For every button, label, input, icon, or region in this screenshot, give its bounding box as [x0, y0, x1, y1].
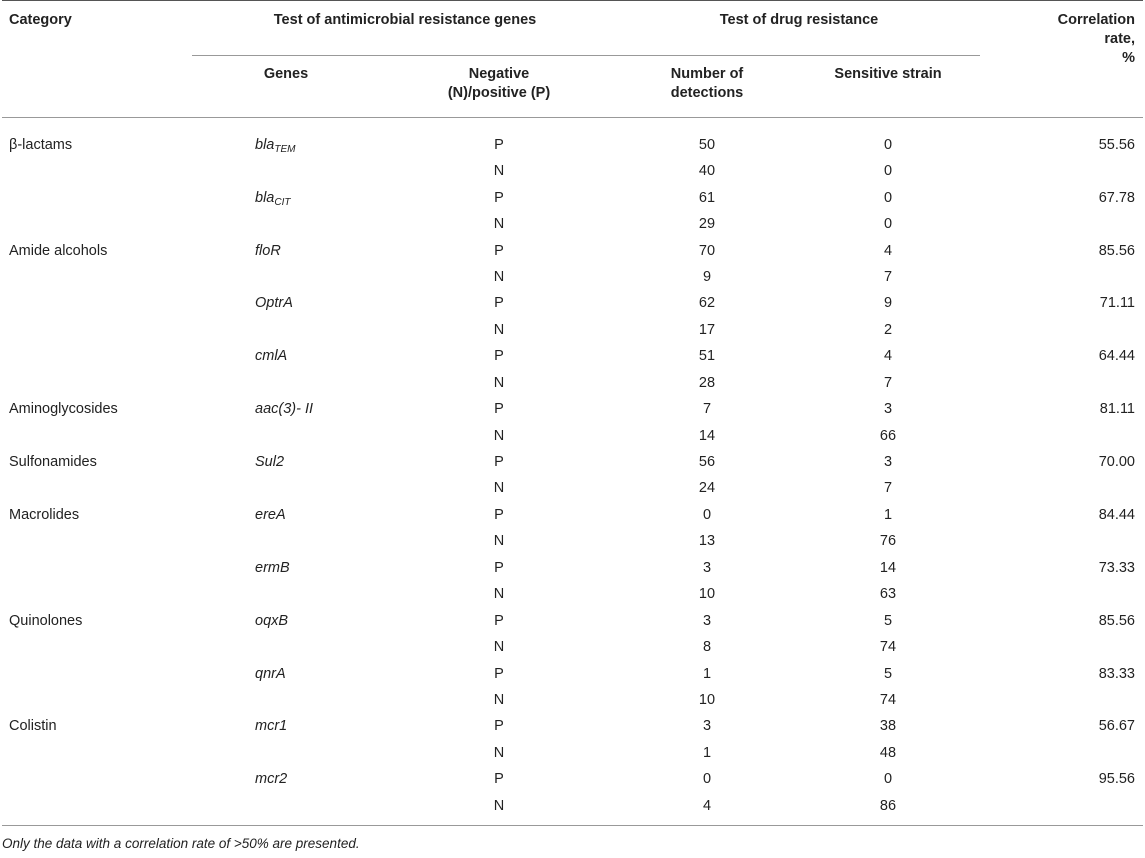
cell-gene-name: OptrA: [255, 295, 293, 312]
cell-gene: [192, 343, 380, 369]
table-row: [2, 793, 1143, 826]
cell-number-of-detections: 28: [698, 374, 716, 391]
cell-gene: [192, 581, 380, 607]
cell-gap: [980, 343, 1026, 369]
cell-category: [2, 555, 192, 581]
cell-category: Amide alcohols: [9, 242, 108, 259]
cell-number-of-detections: 40: [698, 163, 716, 180]
cell-number-of-detections: 9: [702, 268, 712, 285]
cell-sensitive-strain: 0: [883, 216, 893, 233]
cell-category: [2, 211, 192, 237]
cell-correlation-rate: 55.56: [1098, 137, 1135, 153]
cell-number-of-detections: 14: [698, 427, 716, 444]
cell-negative-positive: N: [493, 639, 505, 656]
cell-gap: [980, 290, 1026, 316]
cell-category: [2, 158, 192, 184]
cell-negative-positive: N: [493, 374, 505, 391]
cell-gene: [192, 660, 380, 686]
cell-number-of-detections: 1: [702, 744, 712, 761]
cell-negative-positive: N: [493, 216, 505, 233]
table-row: [2, 475, 1143, 501]
cell-gene: [192, 370, 380, 396]
header-number-of-detections: [618, 56, 796, 118]
cell-category: [2, 793, 192, 826]
cell-gene: [192, 740, 380, 766]
table-row: [2, 370, 1143, 396]
cell-category: [2, 264, 192, 290]
table-header: [2, 1, 1143, 118]
cell-number-of-detections: 10: [698, 691, 716, 708]
header-genes: Genes: [192, 56, 380, 118]
cell-negative-positive: P: [494, 559, 504, 576]
cell-gap: [980, 766, 1026, 792]
cell-gap: [980, 660, 1026, 686]
cell-negative-positive: P: [494, 137, 504, 153]
table-body: [2, 118, 1143, 826]
cell-negative-positive: N: [493, 533, 505, 550]
cell-category: Macrolides: [9, 506, 80, 523]
cell-number-of-detections: 10: [698, 586, 716, 603]
cell-sensitive-strain: 86: [796, 793, 980, 826]
cell-gene-name: Sul2: [255, 454, 285, 471]
cell-gap: [980, 118, 1026, 159]
cell-sensitive-strain: 0: [883, 137, 893, 153]
cell-sensitive-strain: 5: [883, 612, 893, 629]
cell-negative-positive: P: [494, 295, 504, 312]
cell-category: [2, 740, 192, 766]
header-row-groups: [2, 1, 1143, 56]
cell-negative-positive: N: [493, 744, 505, 761]
cell-number-of-detections: 0: [702, 506, 712, 523]
cell-gene: [192, 449, 380, 475]
cell-correlation-rate: 84.44: [1098, 506, 1135, 523]
cell-correlation-rate: 67.78: [1098, 189, 1135, 206]
cell-sensitive-strain: 38: [879, 718, 897, 735]
cell-sensitive-strain: 4: [883, 242, 893, 259]
cell-number-of-detections: 4: [618, 793, 796, 826]
cell-correlation-rate: [1026, 581, 1143, 607]
cell-number-of-detections: 0: [702, 771, 712, 788]
table-row: [2, 237, 1143, 263]
cell-sensitive-strain: 76: [879, 533, 897, 550]
cell-category: Quinolones: [9, 612, 83, 629]
header-gap: [980, 1, 1026, 118]
cell-sensitive-strain: 7: [883, 480, 893, 497]
cell-sensitive-strain: 4: [883, 348, 893, 365]
cell-correlation-rate: [1026, 158, 1143, 184]
table-row: [2, 264, 1143, 290]
cell-negative-positive: N: [493, 321, 505, 338]
cell-gap: [980, 475, 1026, 501]
cell-gene: [192, 528, 380, 554]
cell-gene: [192, 713, 380, 739]
cell-gene-name: aac(3)- II: [255, 401, 314, 418]
cell-gap: [980, 793, 1026, 826]
cell-category: [2, 475, 192, 501]
cell-correlation-rate: [1026, 475, 1143, 501]
cell-negative-positive: P: [494, 506, 504, 523]
cell-gap: [980, 237, 1026, 263]
cell-negative-positive: N: [380, 793, 618, 826]
table-row: [2, 343, 1143, 369]
cell-category: [2, 317, 192, 343]
cell-sensitive-strain: 1: [883, 506, 893, 523]
cell-gene: [192, 555, 380, 581]
cell-category: β-lactams: [9, 137, 73, 153]
cell-correlation-rate: [1026, 317, 1143, 343]
cell-gene: [192, 766, 380, 792]
table-row: [2, 713, 1143, 739]
cell-gene: [192, 211, 380, 237]
cell-negative-positive: P: [494, 612, 504, 629]
cell-number-of-detections: 8: [702, 639, 712, 656]
header-group-drug-resistance: Test of drug resistance: [618, 1, 980, 56]
header-category: Category: [2, 1, 192, 118]
header-number-of-detections-line1: Number of: [670, 66, 744, 82]
cell-negative-positive: N: [493, 480, 505, 497]
header-negative-positive: [380, 56, 618, 118]
cell-sensitive-strain: 14: [879, 559, 897, 576]
cell-number-of-detections: 1: [702, 665, 712, 682]
cell-correlation-rate: [1026, 634, 1143, 660]
cell-gene-name: ermB: [255, 559, 290, 576]
table-row: [2, 634, 1143, 660]
cell-correlation-rate: 64.44: [1098, 348, 1135, 365]
table-row: [2, 118, 1143, 159]
header-negative-positive-line1: Negative: [468, 66, 530, 82]
cell-gap: [980, 211, 1026, 237]
cell-sensitive-strain: 7: [883, 268, 893, 285]
cell-negative-positive: N: [493, 691, 505, 708]
cell-gene-name: mcr1: [255, 718, 288, 735]
cell-number-of-detections: 50: [698, 137, 716, 153]
cell-number-of-detections: 61: [698, 189, 716, 206]
cell-gene: [192, 118, 380, 159]
cell-gene: [192, 634, 380, 660]
table-row: [2, 607, 1143, 633]
cell-negative-positive: P: [494, 771, 504, 788]
header-number-of-detections-line2: detections: [670, 85, 744, 101]
cell-correlation-rate: [1026, 422, 1143, 448]
cell-gap: [980, 555, 1026, 581]
cell-gene: [192, 502, 380, 528]
cell-gap: [980, 396, 1026, 422]
cell-correlation-rate: 81.11: [1099, 401, 1135, 418]
table-row: [2, 211, 1143, 237]
cell-negative-positive: P: [494, 665, 504, 682]
cell-gene-name: bla: [255, 189, 275, 206]
cell-correlation-rate: 95.56: [1098, 771, 1135, 788]
table-row: [2, 528, 1143, 554]
table-row: [2, 687, 1143, 713]
cell-sensitive-strain: 66: [879, 427, 897, 444]
header-correlation-rate-line1: Correlation rate,: [1057, 12, 1135, 47]
table-row: [2, 766, 1143, 792]
table-row: [2, 449, 1143, 475]
cell-gene: [192, 422, 380, 448]
cell-negative-positive: N: [493, 163, 505, 180]
cell-gene: [192, 475, 380, 501]
cell-correlation-rate: [1026, 793, 1143, 826]
cell-category: [2, 687, 192, 713]
table-row: [2, 660, 1143, 686]
table-row: [2, 290, 1143, 316]
table-row: [2, 396, 1143, 422]
cell-gene-name: floR: [255, 242, 281, 259]
header-sensitive-strain: Sensitive strain: [796, 56, 980, 118]
cell-gap: [980, 528, 1026, 554]
cell-number-of-detections: 70: [698, 242, 716, 259]
cell-correlation-rate: [1026, 370, 1143, 396]
cell-correlation-rate: [1026, 687, 1143, 713]
cell-number-of-detections: 17: [698, 321, 716, 338]
cell-negative-positive: P: [494, 454, 504, 471]
cell-negative-positive: N: [493, 586, 505, 603]
cell-category: Sulfonamides: [9, 454, 97, 471]
cell-number-of-detections: 51: [698, 348, 716, 365]
cell-category: [2, 634, 192, 660]
cell-negative-positive: N: [493, 268, 505, 285]
cell-correlation-rate: [1026, 740, 1143, 766]
cell-correlation-rate: 85.56: [1098, 612, 1135, 629]
cell-category: Colistin: [9, 718, 57, 735]
cell-negative-positive: P: [494, 348, 504, 365]
cell-number-of-detections: 56: [698, 454, 716, 471]
cell-gene-name: mcr2: [255, 771, 288, 788]
cell-gene-subscript: TEM: [274, 144, 296, 155]
cell-sensitive-strain: 3: [883, 401, 893, 418]
cell-category: [2, 343, 192, 369]
cell-gene: [192, 317, 380, 343]
cell-gene: [192, 396, 380, 422]
cell-sensitive-strain: 74: [879, 639, 897, 656]
cell-gene-name: oqxB: [255, 612, 289, 629]
cell-gap: [980, 264, 1026, 290]
cell-negative-positive: P: [494, 401, 504, 418]
cell-gap: [980, 184, 1026, 210]
cell-gap: [980, 713, 1026, 739]
cell-gap: [980, 317, 1026, 343]
cell-gap: [980, 687, 1026, 713]
header-correlation-rate-line2: %: [1122, 50, 1135, 66]
cell-gene-name: cmlA: [255, 348, 288, 365]
cell-number-of-detections: 29: [698, 216, 716, 233]
cell-gene: [192, 264, 380, 290]
cell-gene-name: bla: [255, 137, 275, 153]
cell-gap: [980, 502, 1026, 528]
cell-gap: [980, 740, 1026, 766]
cell-negative-positive: P: [494, 189, 504, 206]
cell-gene-name: qnrA: [255, 665, 286, 682]
cell-category: Aminoglycosides: [9, 401, 118, 418]
cell-correlation-rate: [1026, 528, 1143, 554]
header-correlation-rate: [1026, 1, 1143, 118]
cell-correlation-rate: 73.33: [1098, 559, 1135, 576]
cell-category: [2, 660, 192, 686]
cell-sensitive-strain: 0: [883, 189, 893, 206]
cell-sensitive-strain: 9: [883, 295, 893, 312]
cell-number-of-detections: 13: [698, 533, 716, 550]
cell-number-of-detections: 62: [698, 295, 716, 312]
cell-negative-positive: P: [494, 718, 504, 735]
cell-gap: [980, 449, 1026, 475]
cell-gene-subscript: CIT: [274, 196, 291, 208]
cell-category: [2, 184, 192, 210]
table-row: [2, 581, 1143, 607]
table-row: [2, 317, 1143, 343]
table-row: [2, 422, 1143, 448]
cell-gap: [980, 158, 1026, 184]
cell-sensitive-strain: 3: [883, 454, 893, 471]
table-row: [2, 502, 1143, 528]
table-footnote: Only the data with a correlation rate of >50% are presented.: [2, 835, 360, 851]
cell-sensitive-strain: 5: [883, 665, 893, 682]
cell-category: [2, 528, 192, 554]
cell-gene: [192, 184, 380, 210]
cell-number-of-detections: 24: [698, 480, 716, 497]
cell-gap: [980, 634, 1026, 660]
cell-number-of-detections: 3: [702, 559, 712, 576]
cell-category: [2, 370, 192, 396]
table-row: [2, 158, 1143, 184]
cell-category: [2, 766, 192, 792]
cell-gene: [192, 158, 380, 184]
cell-gap: [980, 370, 1026, 396]
table-row: [2, 740, 1143, 766]
cell-correlation-rate: 85.56: [1098, 242, 1135, 259]
cell-gap: [980, 422, 1026, 448]
header-negative-positive-line2: (N)/positive (P): [447, 85, 551, 101]
cell-correlation-rate: [1026, 264, 1143, 290]
table-row: [2, 184, 1143, 210]
cell-sensitive-strain: 0: [883, 771, 893, 788]
table-row: [2, 555, 1143, 581]
cell-sensitive-strain: 48: [879, 744, 897, 761]
cell-category: [2, 290, 192, 316]
cell-gene: [192, 607, 380, 633]
cell-gene: [192, 290, 380, 316]
cell-category: [2, 581, 192, 607]
cell-sensitive-strain: 63: [879, 586, 897, 603]
cell-sensitive-strain: 2: [883, 321, 893, 338]
cell-correlation-rate: 70.00: [1098, 454, 1135, 471]
cell-correlation-rate: 83.33: [1098, 665, 1135, 682]
cell-gene: [192, 237, 380, 263]
cell-correlation-rate: 71.11: [1099, 295, 1135, 312]
cell-number-of-detections: 7: [702, 401, 712, 418]
cell-gap: [980, 607, 1026, 633]
cell-gene: [192, 793, 380, 826]
cell-sensitive-strain: 74: [879, 691, 897, 708]
cell-number-of-detections: 3: [702, 718, 712, 735]
cell-correlation-rate: [1026, 211, 1143, 237]
cell-negative-positive: P: [494, 242, 504, 259]
cell-sensitive-strain: 0: [883, 163, 893, 180]
cell-negative-positive: N: [493, 427, 505, 444]
cell-category: [2, 422, 192, 448]
cell-gene: [192, 687, 380, 713]
cell-gene-name: ereA: [255, 506, 286, 523]
cell-correlation-rate: 56.67: [1098, 718, 1135, 735]
header-group-amr-genes: Test of antimicrobial resistance genes: [192, 1, 618, 56]
cell-gap: [980, 581, 1026, 607]
cell-sensitive-strain: 7: [883, 374, 893, 391]
cell-number-of-detections: 3: [702, 612, 712, 629]
resistance-correlation-table: [2, 0, 1143, 826]
